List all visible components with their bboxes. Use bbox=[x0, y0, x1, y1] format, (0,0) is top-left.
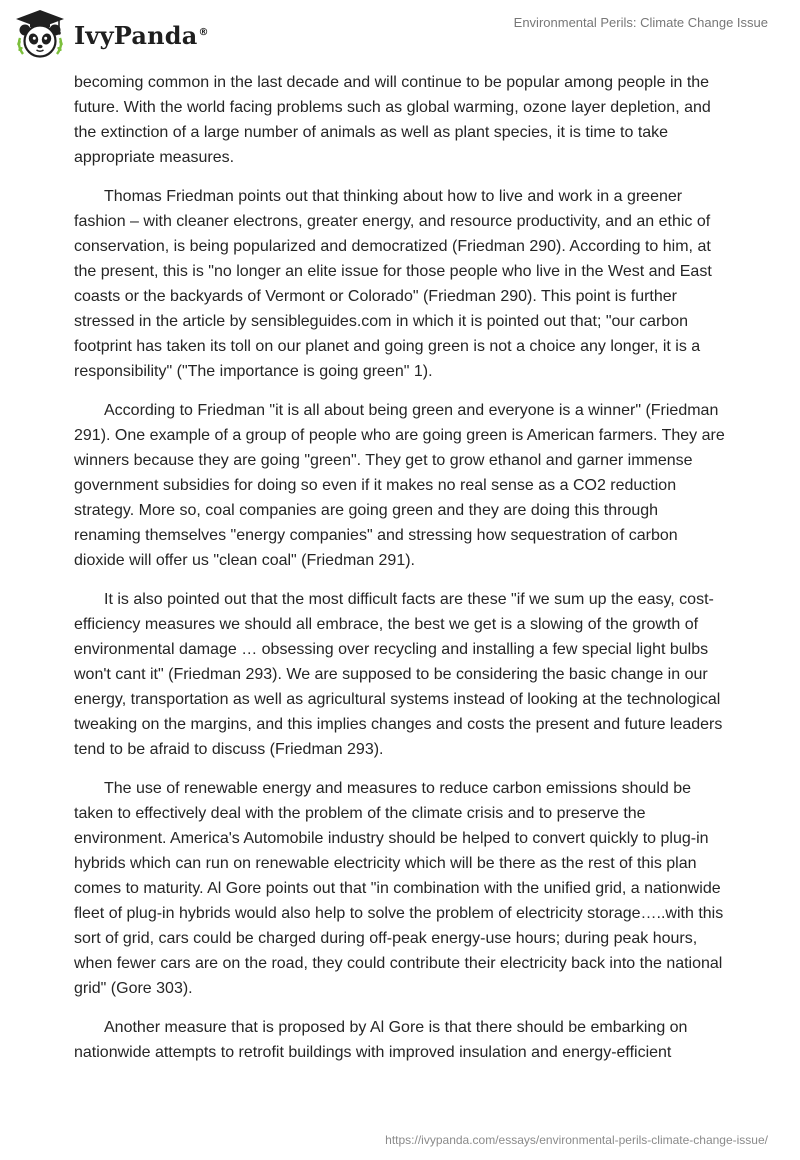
panda-graduate-icon bbox=[14, 8, 66, 60]
paragraph: It is also pointed out that the most difficult facts are these "if we sum up the easy, cost-efficiency measures we should all embrace, the best we get is a slowing of the growth of environmental damage … obsessing over recycling and installing a few special light bulbs won't cant it" (Friedman 293). We are supposed to be considering the basic change in our energy, transportation as well as agricultural systems instead of looking at the technological tweaking on the margins, and this implies changes and costs the present and future leaders tend to be afraid to discuss (Friedman 293). bbox=[74, 591, 723, 758]
registered-mark: ® bbox=[198, 26, 209, 38]
brand-name: IvyPanda® bbox=[74, 20, 209, 50]
document-title: Environmental Perils: Climate Change Issue bbox=[513, 15, 768, 30]
paragraph: The use of renewable energy and measures to reduce carbon emissions should be taken to effectively deal with the problem of the climate crisis and to preserve the environment. America's Automobile industry should be helped to convert quickly to plug-in hybrids which can run on renewable electricity which will be there as the rest of this plan comes to maturity. Al Gore points out that "in combination with the unified grid, a nationwide fleet of plug-in hybrids would also help to solve the problem of electricity storage…..with this sort of grid, cars could be charged during off-peak energy-use hours; during peak hours, when fewer cars are on the road, they could contribute their electricity back into the national grid" (Gore 303). bbox=[74, 780, 724, 997]
paragraph: becoming common in the last decade and will continue to be popular among people in the future. With the world facing problems such as global warming, ozone layer depletion, and the extinction of a large number of animals as well as plant species, it is time to take appropriate measures. bbox=[74, 74, 711, 166]
source-url[interactable]: https://ivypanda.com/essays/environmental-perils-climate-change-issue/ bbox=[385, 1133, 768, 1147]
essay-body bbox=[74, 70, 726, 1079]
page-header bbox=[0, 0, 800, 66]
brand-logo[interactable] bbox=[14, 8, 209, 60]
paragraph: According to Friedman "it is all about being green and everyone is a winner" (Friedman 291). One example of a group of people who are going green is American farmers. They are winners because they are going "green". They get to grow ethanol and garner immense government subsidies for doing so even if it makes no real sense as a CO2 reduction strategy. More so, coal companies are going green and they are doing this through renaming themselves "energy companies" and stressing how sequestration of carbon dioxide will offer us "clean coal" (Friedman 291). bbox=[74, 402, 725, 569]
paragraph: Another measure that is proposed by Al Gore is that there should be embarking on nationwide attempts to retrofit buildings with improved insulation and energy-efficient bbox=[74, 1019, 688, 1061]
paragraph: Thomas Friedman points out that thinking about how to live and work in a greener fashion – with cleaner electrons, greater energy, and resource productivity, and an ethic of conservation, is being popularized and democratized (Friedman 290). According to him, at the present, this is "no longer an elite issue for those people who live in the West and East coasts or the backyards of Vermont or Colorado" (Friedman 290). This point is further stressed in the article by sensibleguides.com in which it is pointed out that; "our carbon footprint has taken its toll on our planet and going green is not a choice any longer, it is a responsibility" ("The importance is going green" 1). bbox=[74, 188, 712, 380]
